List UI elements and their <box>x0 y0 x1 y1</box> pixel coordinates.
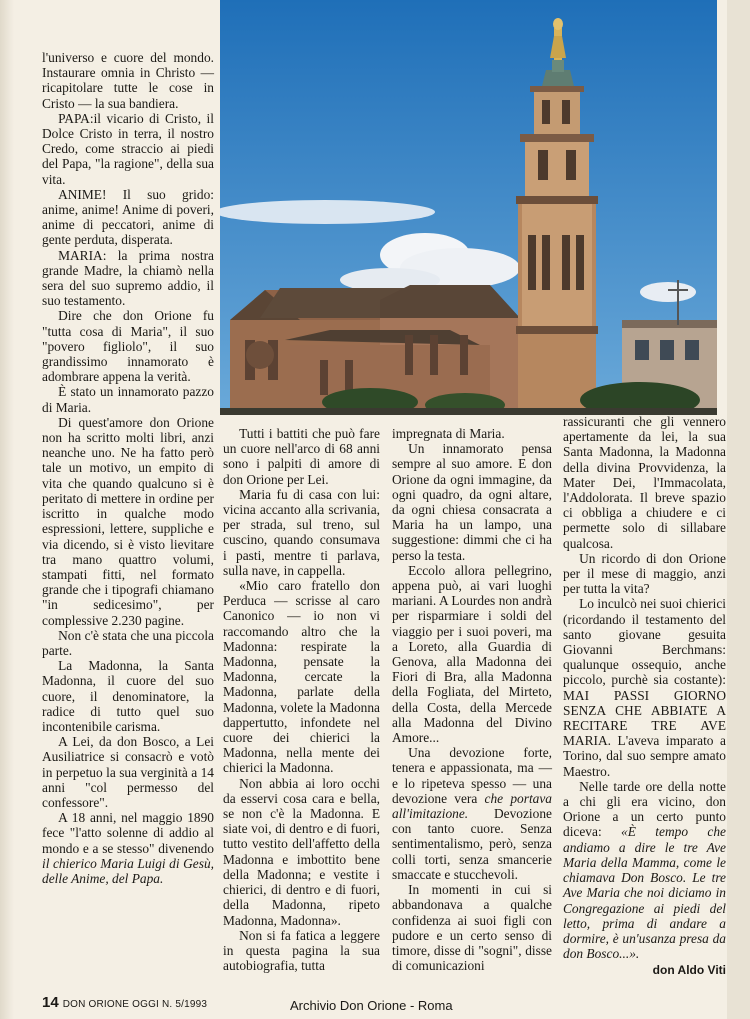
paragraph: È stato un innamorato pazzo di Maria. <box>42 384 214 415</box>
paragraph: Di quest'amore don Orione non ha scritto molti libri, anzi neanche uno. Ne ha fatto però tale un motivo, un empito di vita che quando qualcuno si è peritato di mettere in ordine per iscritto in qualche modo espressioni, lettere, suppliche e via dicendo, si è visto lievitare tra mano quattro volumi, stampati fitti, nel formato grande che i tipografi chiamano "in sedicesimo", per complessive 2.230 pagine. <box>42 414 214 628</box>
paragraph <box>563 779 726 961</box>
paragraph: impregnata di Maria. <box>392 426 505 441</box>
text-run: Una devozione forte, tenera e appassionata, ma — e lo ripeteva spesso — una devozione vera <box>392 745 552 806</box>
page-footer <box>42 994 207 1012</box>
italic-text-run: «È tempo che andiamo a dire le tre Ave Maria della Mamma, come le chiamava Don Bosco. Le tre Ave Maria che noi diciamo in Congregazione ai piedi del letto, prima di andare a dormire, è un'usanza presa da don Bosco...». <box>563 824 726 962</box>
church-photo <box>220 0 717 415</box>
paragraph <box>563 596 726 778</box>
article-column-2 <box>223 426 380 973</box>
emphasis-caps-text: MAI PASSI GIORNO SENZA CHE ABBIATE A RECITARE TRE AVE MARIA. <box>563 687 726 749</box>
paragraph: A Lei, da don Bosco, a Lei Ausiliatrice si consacrò e votò in perpetuo la sua verginità a 14 anni "col permesso del confessore". <box>42 734 214 810</box>
article-column-1 <box>42 50 214 886</box>
text-run: L'aveva imparato a Torino, dal suo sempre amato Maestro. <box>563 733 726 779</box>
paragraph: Non abbia ai loro occhi da esservi cosa cara e bella, se non c'è la Madonna. E siate voi, di dentro e di fuori, tutto vestito dell'affetto della Madonna e imbottito bene della Madonna; e vestite i chierici, di dentro e di fuori, della Madonna, ripeto Madonna, Madonna». <box>223 775 380 928</box>
paragraph-maria: MARIA: la prima nostra grande Madre, la chiamò nella sera del suo supremo addio, il suo testamento. <box>42 247 214 309</box>
paragraph-anime: ANIME! Il suo grido: anime, anime! Anime di poveri, anime di peccatori, anime di gente perduta, disperata. <box>42 186 214 248</box>
article-column-3 <box>392 426 552 973</box>
paragraph: Tutti i battiti che può fare un cuore nell'arco di 68 anni sono i palpiti di amore di don Orione per Lei. <box>223 426 380 487</box>
italic-text-run: il chierico Maria Luigi di Gesù, delle Anime, del Papa. <box>42 855 214 886</box>
author-signature: don Aldo Viti <box>652 963 726 978</box>
italic-text-run: che portava all'imitazione. <box>392 790 552 822</box>
paragraph-papa: PAPA:il vicario di Cristo, il Dolce Cristo in terra, il nostro Credo, come straccio ai piedi del Papa, "la ragione", della sua vita. <box>42 110 214 187</box>
text-run: Devozione con tanto cuore. Senza sentimentalismo, però, senza colli torti, senza smancerie smaccate e stucchevoli. <box>392 806 552 882</box>
magazine-issue: DON ORIONE OGGI N. 5/1993 <box>62 999 208 1010</box>
page-number: 14 <box>42 994 59 1011</box>
text-run: Lo inculcò nei suoi chierici (ricordando il testamento del santo giovane gesuita Giovanni Berchmans: qualunque ossequio, anche piccolo, purchè sia costante): <box>563 596 726 688</box>
article-column-4 <box>563 414 726 979</box>
page-edge <box>727 0 750 1019</box>
paragraph: Non si fa fatica a leggere in questa pagina la sua autobiografia, tutta <box>223 927 380 974</box>
paragraph <box>42 810 214 886</box>
paragraph <box>392 745 552 882</box>
paragraph-quote: «Mio caro fratello don Perduca — scrisse al caro Canonico — io non vi raccomando altro che la Madonna: respirate la Madonna, pensate la Madonna, cercate la Madonna, parlate della Madonna, volete la Madonna dappertutto, infondete nel cuore dei chierici la Madonna, nella mente dei chierici la Madonna. <box>223 578 380 776</box>
archive-watermark: Archivio Don Orione - Roma <box>290 998 453 1013</box>
paragraph: La Madonna, la Santa Madonna, il cuore del suo cuore, il denominatore, la radice di tutto quel suo incontenibile carisma. <box>42 658 214 734</box>
paragraph: Un ricordo di don Orione per il mese di maggio, anzi per tutta la vita? <box>563 550 726 597</box>
paragraph: Un innamorato pensa sempre al suo amore. E don Orione da ogni immagine, da ogni quadro, da ogni altare, da ogni chiesa consacrata a Maria ha un lampo, una suggestione: dimmi che ci ha perso la testa. <box>392 441 552 563</box>
paragraph: Dire che don Orione fu "tutta cosa di Maria", il suo "povero figliolo", il suo grandissimo innamorato è adombrare appena la verità. <box>42 308 214 385</box>
paragraph: l'universo e cuore del mondo. Instaurare omnia in Christo — ricapitolare tutte le cose in Cristo — la sua bandiera. <box>42 50 214 111</box>
paragraph: Eccolo allora pellegrino, appena può, ai vari luoghi mariani. A Lourdes non andrà per risparmiare i soldi del viaggio per i suoi poveri, ma a Loreto, alla Guardia di Genova, alla Madonna dei Fiori di Bra, alla Madonna della Fogliata, del Mirteto, della Costa, della Mercede alla Madonna del Divino Amore... <box>392 562 552 746</box>
page-gutter-shadow <box>0 0 14 1019</box>
paragraph: Maria fu di casa con lui: vicina accanto alla scrivania, per strada, sul treno, sul cuscino, quando consumava i pasti, mentre ti parlava, sulla nave, in cappella. <box>223 486 380 578</box>
paragraph: rassicuranti che gli vennero apertamente da lei, la sua Santa Madonna, la Madonna della divina Provvidenza, la Mater Dei, l'Immacolata, l'Addolorata. Il breve spazio ci obbliga a chiudere e ci permette solo di sillabare qualcosa. <box>563 414 726 551</box>
paragraph: In momenti in cui si abbandonava a qualche confidenza ai suoi figli con pudore e un certo senso di timore, disse di "sogni", disse di comunicazioni <box>392 882 552 974</box>
paragraph: Non c'è stata che una piccola parte. <box>42 627 214 658</box>
text-run: Nelle tarde ore della notte a chi gli era vicino, don Orione a un certo punto diceva: <box>563 778 726 840</box>
church-illustration <box>220 0 717 415</box>
text-run: A 18 anni, nel maggio 1890 fece "l'atto solenne di addio al mondo e a se stesso" divenendo <box>42 810 214 856</box>
